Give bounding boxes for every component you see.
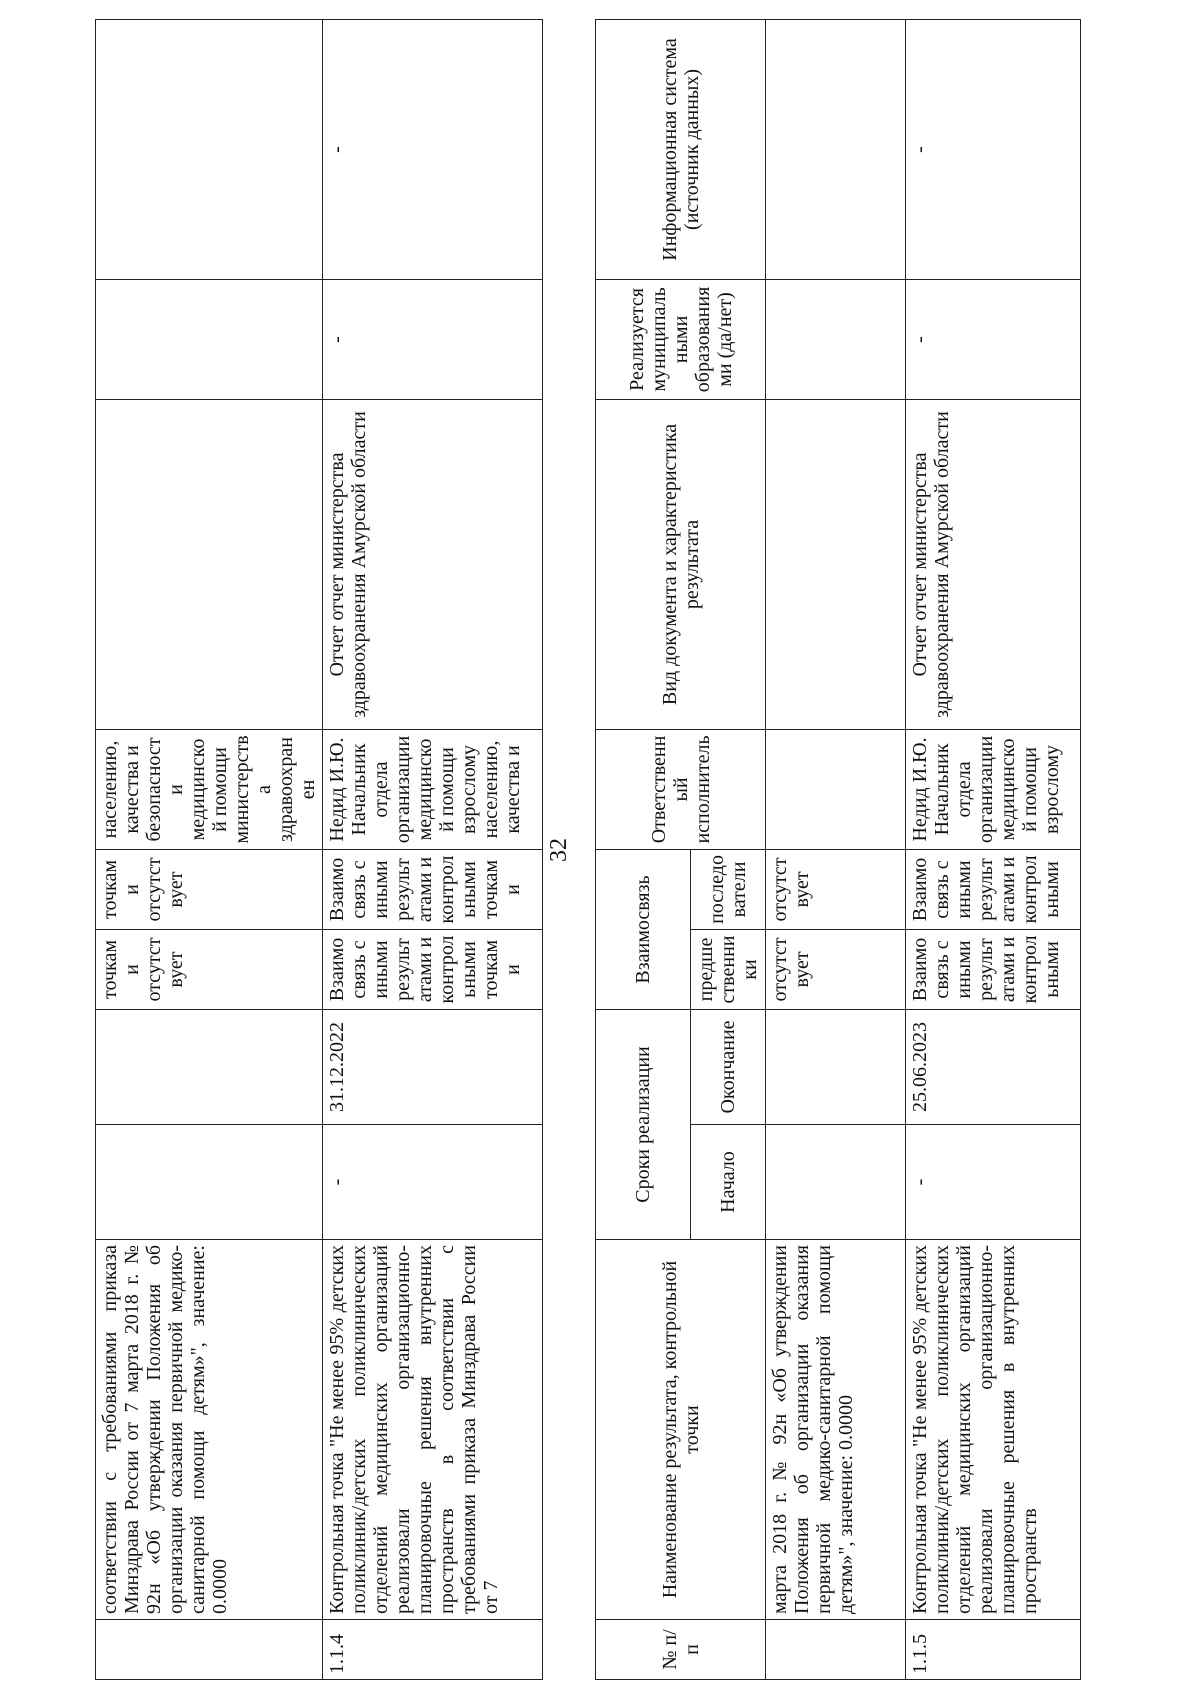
cell-end	[96, 1010, 323, 1125]
cell-municipal	[766, 279, 906, 399]
cell-predecessors: точками отсутствует	[96, 930, 323, 1010]
cell-document: Отчет отчет министерства здравоохранения Амурской области	[906, 399, 1081, 729]
cell-document	[766, 399, 906, 729]
cell-responsible: населению, качества и безопасности медицинской помощи министерства здравоохранен	[96, 730, 323, 850]
cell-municipal: -	[323, 280, 543, 400]
cell-info-system: -	[323, 20, 543, 280]
cell-start: -	[323, 1125, 543, 1240]
table-header-row	[596, 19, 691, 1679]
table-row	[906, 19, 1081, 1679]
cell-end: 25.06.2023	[906, 1009, 1081, 1124]
cell-predecessors: отсутствует	[766, 929, 906, 1009]
table-bottom-fragment	[595, 19, 1081, 1680]
header-municipal: Реализуется муниципальными образованиями (да/нет)	[596, 279, 766, 399]
header-responsible: Ответственный исполнитель	[596, 729, 766, 849]
cell-successors: отсутствует	[766, 849, 906, 929]
cell-num	[766, 1620, 906, 1680]
table-row	[323, 20, 543, 1680]
cell-document	[96, 400, 323, 730]
table-row	[766, 19, 906, 1679]
header-predecessors: предшественники	[691, 929, 766, 1009]
header-start: Начало	[691, 1125, 766, 1240]
cell-successors: Взаимосвязь с иными результатами и контрольными	[906, 849, 1081, 929]
cell-name: соответствии с требованиями приказа Минздрава России от 7 марта 2018 г. № 92н «Об утверждении Положения об организации оказания первичной медико-санитарной помощи детям»", значение: 0.0000	[96, 1240, 323, 1620]
cell-name: Контрольная точка "Не менее 95% детских поликлиник/детских поликлинических отделений медицинских организаций реализовали организационно-планировочные решения в внутренних пространств	[906, 1240, 1081, 1620]
header-successors: последователи	[691, 849, 766, 929]
cell-document: Отчет отчет министерства здравоохранения Амурской области	[323, 400, 543, 730]
cell-responsible	[766, 729, 906, 849]
cell-predecessors: Взаимосвязь с иными результатами и контрольными	[906, 929, 1081, 1009]
cell-name: Контрольная точка "Не менее 95% детских поликлиник/детских поликлинических отделений медицинских организаций реализовали организационно-планировочные решения внутренних пространств в соответствии с требованиями приказа Минздрава России от 7	[323, 1240, 543, 1620]
cell-info-system	[766, 19, 906, 279]
cell-municipal	[96, 280, 323, 400]
cell-responsible: Недид И.Ю. Начальник отдела организации медицинской помощи взрослому	[906, 729, 1081, 849]
cell-start	[96, 1125, 323, 1240]
header-doc-type: Вид документа и характеристика результата	[596, 399, 766, 729]
header-end: Окончание	[691, 1009, 766, 1124]
header-terms: Сроки реализации	[596, 1009, 691, 1239]
header-relation: Взаимосвязь	[596, 849, 691, 1009]
cell-end: 31.12.2022	[323, 1010, 543, 1125]
page-number: 32	[546, 838, 572, 862]
cell-end	[766, 1009, 906, 1124]
header-info-system: Информационная система (источник данных)	[596, 19, 766, 279]
cell-start: -	[906, 1125, 1081, 1240]
header-num: № п/п	[596, 1620, 766, 1680]
table-top-fragment	[95, 19, 543, 1680]
cell-start	[766, 1125, 906, 1240]
cell-name: марта 2018 г. № 92н «Об утверждении Положения об организации оказания первичной медико-санитарной помощи детям»", значение: 0.0000	[766, 1240, 906, 1620]
cell-num: 1.1.4	[323, 1620, 543, 1680]
cell-num	[96, 1620, 323, 1680]
cell-successors: Взаимосвязь с иными результатами и контрольными точками	[323, 850, 543, 930]
table-row	[96, 20, 323, 1680]
cell-responsible: Недид И.Ю. Начальник отдела организации медицинской помощи взрослому населению, качества и	[323, 730, 543, 850]
cell-successors: точками отсутствует	[96, 850, 323, 930]
cell-info-system: -	[906, 19, 1081, 279]
header-name: Наименование результата, контрольной точки	[596, 1240, 766, 1620]
cell-predecessors: Взаимосвязь с иными результатами и контрольными точками	[323, 930, 543, 1010]
cell-num: 1.1.5	[906, 1620, 1081, 1680]
cell-info-system	[96, 20, 323, 280]
cell-municipal: -	[906, 279, 1081, 399]
